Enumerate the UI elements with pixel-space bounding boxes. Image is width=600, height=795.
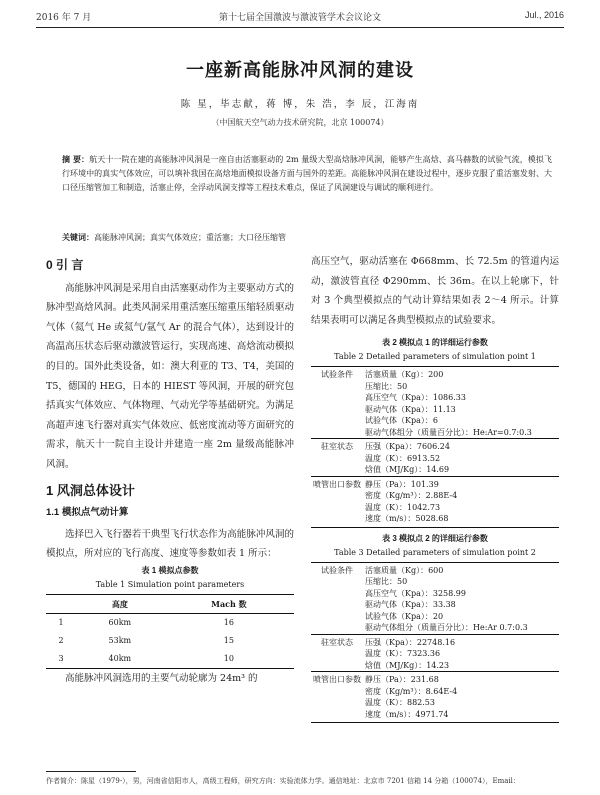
- param-line: 焓值（MJ/Kg）：14.23: [365, 660, 450, 670]
- group-label: 试验条件: [311, 562, 363, 634]
- table-cell: 3: [58, 653, 64, 663]
- group-label: 试验条件: [311, 367, 363, 439]
- table-row: [311, 476, 559, 527]
- section-intro-heading: 0 引 言: [46, 258, 84, 272]
- param-line: 静压（Pa）：231.68: [365, 675, 439, 685]
- table-row: [46, 650, 294, 669]
- table1-header-row: [46, 594, 294, 613]
- table2-caption-en: Table 2 Detailed parameters of simulation point 1: [334, 352, 536, 362]
- abstract-text: 航天十一院在建的高能脉冲风洞是一座自由活塞驱动的 2m 量级大型高焓脉冲风洞，能够产生高焓、高马赫数的试验气流，模拟飞行环境中的真实气体效应，可以填补我国在高焓地面模拟设备方面与国外的差距。高能脉冲风洞在建设过程中，逐步克服了重活塞发射、大口径压缩管加工和制造，活塞止停，全浮动风洞支撑等工程技术难点，保证了风洞建设与调试的顺利进行。: [62, 155, 552, 192]
- param-line: 压缩比：50: [365, 381, 408, 391]
- param-line: 活塞质量（Kg）：600: [365, 565, 444, 575]
- param-line: 试验气体（Kpa）：20: [365, 611, 444, 621]
- param-line: 驱动气体（Kpa）：33.38: [365, 600, 456, 610]
- table-cell: 2: [58, 635, 64, 645]
- param-line: 高压空气（Kpa）：3258.99: [365, 588, 466, 598]
- footnote: 作者简介：陈星（1979-），男，河南省信阳市人，高级工程师，研究方向：实验流体力学。通信地址：北京市 7201 信箱 14 分箱（100074），Email：: [46, 777, 520, 785]
- param-line: 活塞质量（Kg）：200: [365, 370, 444, 380]
- section-1-1-paragraph-2: 高能脉冲风洞选用的主要气动轮廓为 24m³ 的: [65, 672, 258, 684]
- header-date-en: Jul., 2016: [524, 10, 564, 20]
- table-cell: 10: [223, 653, 234, 663]
- table-row: [311, 562, 559, 634]
- param-line: 温度（K）：882.53: [365, 698, 435, 708]
- group-label: 喷管出口参数: [311, 476, 363, 527]
- abstract-label: 摘 要：: [62, 154, 90, 164]
- group-values: [363, 562, 559, 634]
- param-line: 驱动气体组分（质量百分比）：He:Ar 0.7:0.3: [365, 623, 528, 633]
- affiliation: （中国航天空气动力技术研究院，北京 100074）: [211, 118, 389, 127]
- param-line: 密度（Kg/m³）：2.88E-4: [365, 491, 458, 501]
- param-line: 密度（Kg/m³）：8.64E-4: [365, 686, 458, 696]
- param-line: 试验气体（Kpa）：6: [365, 416, 438, 426]
- intro-paragraph: 高能脉冲风洞是采用自由活塞驱动作为主要驱动方式的脉冲型高焓风洞。此类风洞采用重活塞压缩重压缩轻质驱动气体（氦气 He 或氦气/氩气 Ar 的混合气体），达到设计的高温高压状态后驱动激波管运行，实现高速、高焓流动模拟的目的。国外此类设备，如：澳大利亚的 T3、T4，美国的 T5，德国的 HEG，日本的 HIEST 等风洞，开展的研究包括真实气体效应、气体物理、气动光学等基础研究。为满足高超声速飞行器对真实气体效应、低密度流动等方面研究的需求，航天十一院自主设计并建造一座 2m 量级高能脉冲风洞。: [46, 282, 294, 470]
- table3-caption-en: Table 3 Detailed parameters of simulation point 2: [334, 547, 536, 557]
- table1-caption-en: Table 1 Simulation point parameters: [95, 579, 245, 589]
- table3: [311, 562, 559, 724]
- table-row: [311, 439, 559, 477]
- section-1-heading: 1 风洞总体设计: [46, 482, 135, 498]
- param-line: 温度（K）：1042.73: [365, 502, 441, 512]
- table1-col-index: [46, 594, 76, 613]
- param-line: 压强（Kpa）：22748.16: [365, 637, 456, 647]
- param-line: 静压（Pa）：101.39: [365, 479, 439, 489]
- group-label: 驻室状态: [311, 634, 363, 672]
- right-column: [311, 252, 559, 727]
- left-column: [46, 252, 294, 689]
- table2-caption-zh: 表 2 模拟点 1 的详细运行参数: [382, 338, 488, 348]
- table1: [46, 594, 294, 669]
- header-date: 2016 年 7 月: [36, 13, 92, 23]
- keywords: [62, 232, 552, 243]
- table3-caption-zh: 表 3 模拟点 2 的详细运行参数: [382, 533, 488, 543]
- table-row: [46, 613, 294, 632]
- table1-col-altitude: 高度: [111, 598, 128, 609]
- table-row: [46, 632, 294, 650]
- group-values: [363, 672, 559, 723]
- table-cell: 60km: [108, 617, 132, 627]
- param-line: 压强（Kpa）：7606.24: [365, 442, 450, 452]
- group-label: 驻室状态: [311, 439, 363, 477]
- param-line: 焓值（MJ/Kg）：14.69: [365, 465, 450, 475]
- header-conference: 第十七届全国激波与激波管学术会议论文: [218, 13, 381, 23]
- table-cell: 53km: [108, 635, 132, 645]
- footnote-rule: [46, 771, 136, 772]
- group-values: [363, 634, 559, 672]
- section-1-1-heading: 1.1 模拟点气动计算: [46, 507, 129, 519]
- keywords-label: 关键词：: [62, 232, 94, 242]
- abstract: [62, 152, 552, 195]
- param-line: 驱动气体（Kpa）：11.13: [365, 404, 456, 414]
- paper-title: 一座新高能脉冲风洞的建设: [186, 60, 414, 81]
- right-paragraph: 高压空气，驱动活塞在 Φ668mm、长 72.5m 的管道内运动，激波管直径 Φ290mm、长 36m。在以上轮廓下，针对 3 个典型模拟点的气动计算结果如表 2～4 所示。计算结果表明可以满足各典型模拟点的试验要求。: [311, 256, 559, 326]
- table1-caption-zh: 表 1 模拟点参数: [141, 565, 199, 575]
- group-label: 喷管出口参数: [311, 672, 363, 723]
- authors: 陈 星，毕志献，蒋 博，朱 浩，李 辰，江海南: [180, 99, 420, 110]
- keywords-text: 高能脉冲风洞；真实气体效应；重活塞；大口径压缩管: [94, 233, 286, 242]
- group-values: [363, 367, 559, 439]
- param-line: 压缩比：50: [365, 577, 408, 587]
- table-cell: 15: [223, 635, 234, 645]
- running-header: [36, 8, 564, 24]
- table1-col-mach: Mach 数: [211, 598, 247, 609]
- table2: [311, 366, 559, 528]
- table-row: [311, 367, 559, 439]
- param-line: 温度（K）：7323.36: [365, 649, 441, 659]
- group-values: [363, 439, 559, 477]
- header-rule: [36, 27, 564, 28]
- table-row: [311, 634, 559, 672]
- param-line: 温度（K）：6913.52: [365, 453, 441, 463]
- table-cell: 40km: [108, 653, 132, 663]
- table-cell: 16: [223, 617, 234, 627]
- param-line: 高压空气（Kpa）：1086.33: [365, 393, 466, 403]
- param-line: 速度（m/s）：4971.74: [365, 709, 449, 719]
- param-line: 驱动气体组分（质量百分比）：He:Ar=0.7:0.3: [365, 427, 532, 437]
- group-values: [363, 476, 559, 527]
- section-1-1-paragraph: 选择巴入飞行器若干典型飞行状态作为高能脉冲风洞的模拟点，所对应的飞行高度、速度等参数如表 1 所示：: [46, 528, 294, 560]
- table-row: [311, 672, 559, 723]
- param-line: 速度（m/s）：5028.68: [365, 514, 449, 524]
- table-cell: 1: [58, 617, 64, 627]
